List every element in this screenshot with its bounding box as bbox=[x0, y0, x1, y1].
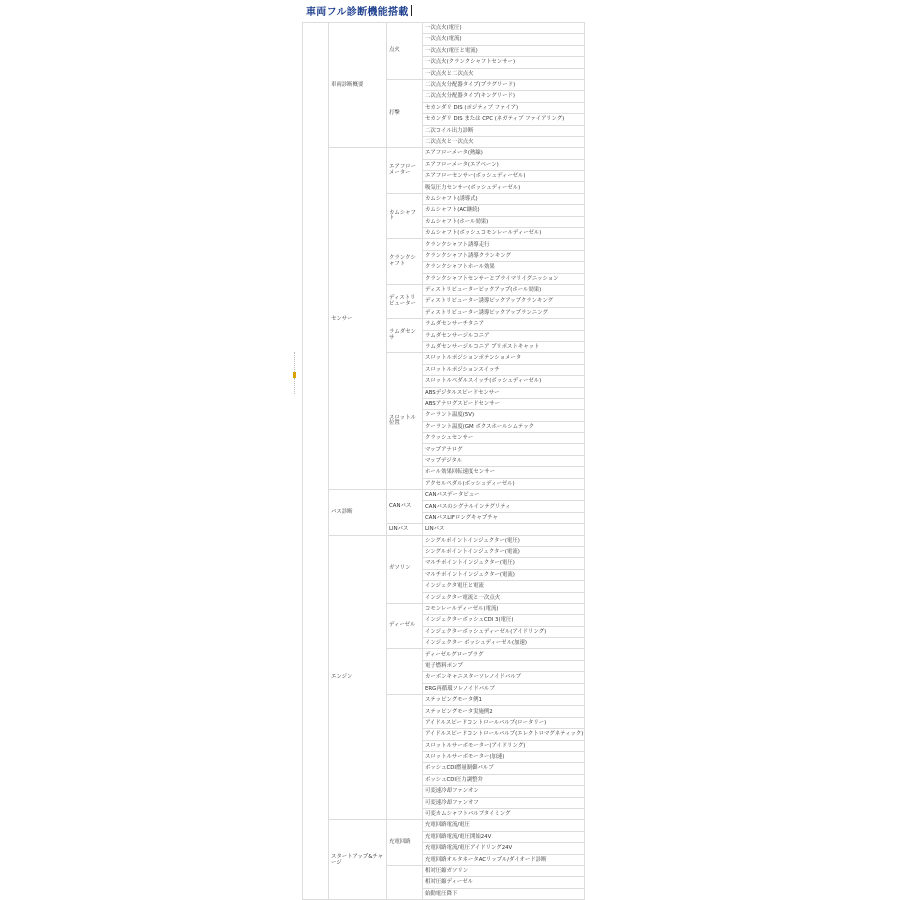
table-row bbox=[303, 23, 585, 34]
feature-item: ラムダセンサージルコニア プリポストキャット bbox=[423, 341, 585, 352]
feature-item: 充電回路電流/電圧開始24V bbox=[423, 831, 585, 842]
feature-item: エアフローメータ(熱線) bbox=[423, 148, 585, 159]
category-cell: 車両診断概要 bbox=[329, 23, 387, 148]
feature-item: 二次点火と一次点火 bbox=[423, 136, 585, 147]
feature-item: 相対圧縮ガソリン bbox=[423, 865, 585, 876]
table-row bbox=[303, 148, 585, 159]
feature-item: カムシャフト(ボッシュコモンレールディーゼル) bbox=[423, 228, 585, 239]
table-margin-column bbox=[303, 23, 329, 900]
subcategory-cell: 点火 bbox=[387, 23, 423, 80]
subcategory-cell: ディーゼル bbox=[387, 603, 423, 649]
feature-item: エアフローセンサー(ボッシュディーゼル) bbox=[423, 171, 585, 182]
feature-item: マップデジタル bbox=[423, 455, 585, 466]
subcategory-cell: CANバス bbox=[387, 490, 423, 524]
feature-item: マップアナログ bbox=[423, 444, 585, 455]
feature-item: LINバス bbox=[423, 524, 585, 535]
feature-item: カーボンキャニスターソレノイドバルブ bbox=[423, 672, 585, 683]
feature-item: 一次点火と二次点火 bbox=[423, 68, 585, 79]
feature-item: 一次点火(電流) bbox=[423, 34, 585, 45]
feature-item: セカンダリ DIS (ポジティブ ファイア) bbox=[423, 102, 585, 113]
scroll-guide-bottom bbox=[294, 378, 296, 394]
feature-item: 充電回路オルタネータACリップル/ダイオード診断 bbox=[423, 854, 585, 865]
feature-item: クランクシャフトセンサーとプライマリイグニッション bbox=[423, 273, 585, 284]
feature-item: インジェクターボッシュディーゼル(アイドリング) bbox=[423, 626, 585, 637]
feature-item: 相対圧縮ディーゼル bbox=[423, 877, 585, 888]
diagnostic-features-table bbox=[302, 22, 585, 900]
subcategory-cell: ラムダセンサ bbox=[387, 319, 423, 353]
feature-item: 充電回路電流/電圧 bbox=[423, 820, 585, 831]
category-cell: エンジン bbox=[329, 535, 387, 820]
feature-item: ボッシュCDI圧力調整弁 bbox=[423, 774, 585, 785]
feature-item: クランクシャフト誘導走行 bbox=[423, 239, 585, 250]
feature-item: スロットルペダルスイッチ(ボッシュディーゼル) bbox=[423, 376, 585, 387]
feature-item: ボッシュCDI燃量制御バルブ bbox=[423, 763, 585, 774]
feature-item: 可変カムシャフトバルブタイミング bbox=[423, 808, 585, 819]
subcategory-cell: ディストリビューター bbox=[387, 284, 423, 318]
feature-item: アイドルスピードコントロールバルブ(エレクトロマグネティック) bbox=[423, 729, 585, 740]
text-cursor bbox=[411, 5, 412, 16]
feature-item: アイドルスピードコントロールバルブ(ロータリー) bbox=[423, 717, 585, 728]
feature-item: CANバスのシグナルインテグリティ bbox=[423, 501, 585, 512]
feature-item: スロットルポジションポテンショメータ bbox=[423, 353, 585, 364]
feature-item: ABSアナログスピードセンサー bbox=[423, 398, 585, 409]
feature-item: インジェクタ電圧と電流 bbox=[423, 581, 585, 592]
feature-item: ディストリビューターピックアップ(ホール効果) bbox=[423, 284, 585, 295]
feature-item: ステッピングモータ実施例2 bbox=[423, 706, 585, 717]
feature-item: ステッピングモータ例1 bbox=[423, 695, 585, 706]
feature-item: スロットルポジションスイッチ bbox=[423, 364, 585, 375]
feature-item: 始動電圧降下 bbox=[423, 888, 585, 899]
subcategory-cell: ガソリン bbox=[387, 535, 423, 603]
feature-item: インジェクター電流と一次点火 bbox=[423, 592, 585, 603]
feature-item: クランクシャフト誘導クランキング bbox=[423, 250, 585, 261]
feature-item: スロットルサーボモーター(加速) bbox=[423, 752, 585, 763]
feature-item: インジェクターボッシュCDI 3(電圧) bbox=[423, 615, 585, 626]
feature-item: ABSデジタルスピードセンサー bbox=[423, 387, 585, 398]
feature-item: ERG再循環ソレノイドバルブ bbox=[423, 683, 585, 694]
subcategory-cell: LINバス bbox=[387, 524, 423, 535]
table-row bbox=[303, 490, 585, 501]
feature-item: 一次点火(電圧) bbox=[423, 23, 585, 34]
subcategory-cell: カムシャフト bbox=[387, 193, 423, 239]
feature-item: アクセルペダル(ボッシュディーゼル) bbox=[423, 478, 585, 489]
feature-item: 可変速冷却ファンオフ bbox=[423, 797, 585, 808]
diagnostic-features-table-wrapper bbox=[302, 22, 584, 900]
subcategory-cell: 充電回路 bbox=[387, 820, 423, 866]
feature-item: クーラント温度(5V) bbox=[423, 410, 585, 421]
feature-item: 二次コイル出力診断 bbox=[423, 125, 585, 136]
subcategory-cell: 打撃 bbox=[387, 79, 423, 147]
subcategory-cell: クランクシャフト bbox=[387, 239, 423, 285]
scroll-guide-top bbox=[294, 352, 296, 372]
subcategory-cell bbox=[387, 695, 423, 820]
category-cell: スタートアップ&チャージ bbox=[329, 820, 387, 900]
page-title: 車両フル診断機能搭載 bbox=[306, 3, 412, 18]
feature-item: クラッシュセンサー bbox=[423, 433, 585, 444]
subcategory-cell bbox=[387, 649, 423, 695]
feature-item: クランクシャフトホール効果 bbox=[423, 262, 585, 273]
feature-item: マルチポイントインジェクター(電圧) bbox=[423, 558, 585, 569]
feature-item: エアフローメータ(エアベーン) bbox=[423, 159, 585, 170]
feature-item: シングルポイントインジェクター(電圧) bbox=[423, 535, 585, 546]
feature-item: 電子燃料ポンプ bbox=[423, 660, 585, 671]
feature-item: 充電回路電流/電圧アイドリング24V bbox=[423, 843, 585, 854]
feature-item: カムシャフト(ホール効果) bbox=[423, 216, 585, 227]
feature-item: スロットルサーボモーター(アイドリング) bbox=[423, 740, 585, 751]
feature-item: インジェクター ボッシュディーゼル(加速) bbox=[423, 638, 585, 649]
feature-item: ディストリビューター誘導ピックアップランニング bbox=[423, 307, 585, 318]
feature-item: カムシャフト(AC継続) bbox=[423, 205, 585, 216]
feature-item: カムシャフト(誘導式) bbox=[423, 193, 585, 204]
subcategory-cell: エアフローメーター bbox=[387, 148, 423, 194]
table-row bbox=[303, 820, 585, 831]
category-cell: センサー bbox=[329, 148, 387, 490]
feature-item: ディストリビューター誘導ピックアップクランキング bbox=[423, 296, 585, 307]
feature-item: コモンレールディーゼル(電流) bbox=[423, 603, 585, 614]
feature-item: CANバスLIFロングキャプチャ bbox=[423, 512, 585, 523]
subcategory-cell bbox=[387, 865, 423, 899]
feature-item: セカンダリ DIS または CPC (ネガティブ ファイアリング) bbox=[423, 114, 585, 125]
feature-item: 可変速冷却ファンオン bbox=[423, 786, 585, 797]
feature-item: 一次点火(電圧と電流) bbox=[423, 45, 585, 56]
feature-item: ディーゼルグロープラグ bbox=[423, 649, 585, 660]
feature-item: 二次点火分配器タイプ(キングリード) bbox=[423, 91, 585, 102]
table-row bbox=[303, 535, 585, 546]
feature-item: CANバスデータビュー bbox=[423, 490, 585, 501]
feature-item: シングルポイントインジェクター(電流) bbox=[423, 546, 585, 557]
feature-item: 一次点火(クランクシャフトセンサー) bbox=[423, 57, 585, 68]
feature-item: 吸気圧力センサー(ボッシュディーゼル) bbox=[423, 182, 585, 193]
feature-item: ラムダセンサージルコニア bbox=[423, 330, 585, 341]
feature-item: 二次点火分配器タイプ(プラグリード) bbox=[423, 79, 585, 90]
category-cell: バス診断 bbox=[329, 490, 387, 536]
feature-item: ホール効果回転速度センサー bbox=[423, 467, 585, 478]
subcategory-cell: スロットル位置 bbox=[387, 353, 423, 490]
feature-item: ラムダセンサーチタニア bbox=[423, 319, 585, 330]
feature-item: マルチポイントインジェクター(電流) bbox=[423, 569, 585, 580]
feature-item: クーラント温度(GM ボクスホールシムテック bbox=[423, 421, 585, 432]
